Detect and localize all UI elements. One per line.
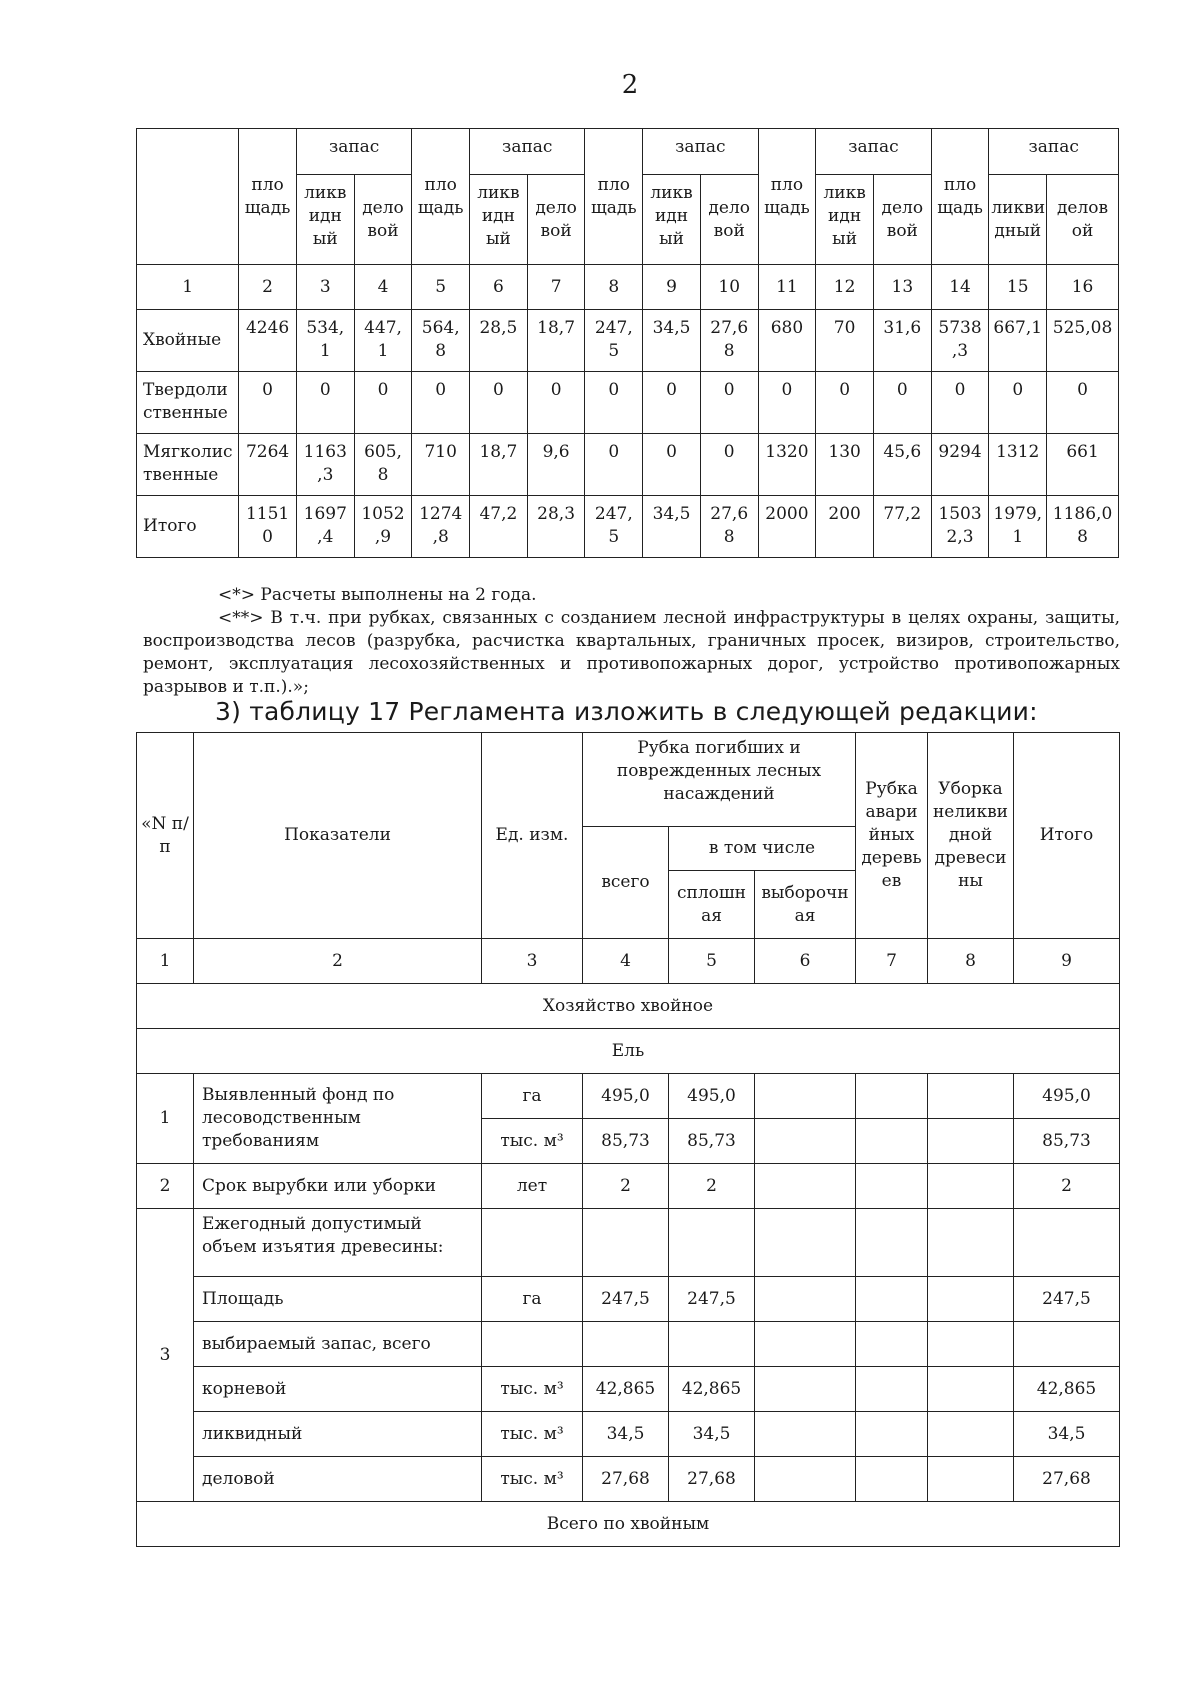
table-cell: 0 bbox=[643, 434, 701, 496]
column-number: 8 bbox=[585, 265, 643, 310]
table-cell: 1979, 1 bbox=[989, 496, 1047, 558]
empty-cell bbox=[928, 1367, 1014, 1412]
value-total: 2 bbox=[1014, 1164, 1120, 1209]
table-row bbox=[137, 1412, 1120, 1457]
column-number: 11 bbox=[758, 265, 816, 310]
row-label: выбираемый запас, всего bbox=[194, 1322, 482, 1367]
table-cell: 34,5 bbox=[643, 496, 701, 558]
empty-cell bbox=[755, 1119, 856, 1164]
table-cell: 1697 ,4 bbox=[296, 496, 354, 558]
column-number: 15 bbox=[989, 265, 1047, 310]
header-selective-cut: выборочн ая bbox=[755, 871, 856, 939]
table-cell: 0 bbox=[354, 372, 412, 434]
column-number: 2 bbox=[194, 939, 482, 984]
empty-cell bbox=[856, 1277, 928, 1322]
empty-cell bbox=[856, 1457, 928, 1502]
table-cell: 0 bbox=[239, 372, 297, 434]
value-all: 27,68 bbox=[583, 1457, 669, 1502]
table-cell: 0 bbox=[1047, 372, 1119, 434]
unit-cell: лет bbox=[482, 1164, 583, 1209]
table-cell: 27,6 8 bbox=[700, 310, 758, 372]
header-business: делов ой bbox=[1047, 175, 1119, 265]
table-cell: 247, 5 bbox=[585, 310, 643, 372]
empty-cell bbox=[755, 1322, 856, 1367]
table-row bbox=[137, 372, 1119, 434]
page-number: 2 bbox=[621, 70, 639, 100]
row-number: 2 bbox=[137, 1164, 194, 1209]
row-label: Мягколис твенные bbox=[137, 434, 239, 496]
empty-cell bbox=[583, 1209, 669, 1277]
column-number: 4 bbox=[354, 265, 412, 310]
column-number: 3 bbox=[296, 265, 354, 310]
table-cell: 0 bbox=[296, 372, 354, 434]
empty-cell bbox=[928, 1119, 1014, 1164]
header-including: в том числе bbox=[669, 827, 856, 871]
column-number: 5 bbox=[412, 265, 470, 310]
header-liquid: ликв идн ый bbox=[470, 175, 528, 265]
header-dead-stands: Рубка погибших и поврежденных лесных насаждений bbox=[583, 733, 856, 827]
column-number: 4 bbox=[583, 939, 669, 984]
column-number: 13 bbox=[873, 265, 931, 310]
header-stock: запас bbox=[470, 129, 585, 175]
unit-cell: га bbox=[482, 1074, 583, 1119]
unit-cell: тыс. м³ bbox=[482, 1412, 583, 1457]
forest-stock-table bbox=[136, 128, 1119, 558]
header-area: пло щадь bbox=[239, 129, 297, 265]
row-label: Площадь bbox=[194, 1277, 482, 1322]
row-label: Ежегодный допустимый объем изъятия древесины: bbox=[194, 1209, 482, 1277]
table-cell: 0 bbox=[700, 372, 758, 434]
table-cell: 0 bbox=[873, 372, 931, 434]
table-cell: 710 bbox=[412, 434, 470, 496]
table-cell: 534, 1 bbox=[296, 310, 354, 372]
table-cell: 200 bbox=[816, 496, 874, 558]
value-total: 42,865 bbox=[1014, 1367, 1120, 1412]
table-cell: 28,5 bbox=[470, 310, 528, 372]
unit-cell: тыс. м³ bbox=[482, 1367, 583, 1412]
empty-cell bbox=[856, 1367, 928, 1412]
table-row bbox=[137, 1164, 1120, 1209]
header-business: дело вой bbox=[873, 175, 931, 265]
table-row bbox=[137, 1209, 1120, 1277]
table-cell: 0 bbox=[585, 372, 643, 434]
value-clear-cut: 247,5 bbox=[669, 1277, 755, 1322]
table-cell: 4246 bbox=[239, 310, 297, 372]
header-stock: запас bbox=[989, 129, 1119, 175]
unit-cell: тыс. м³ bbox=[482, 1457, 583, 1502]
value-clear-cut: 42,865 bbox=[669, 1367, 755, 1412]
table-cell: 1320 bbox=[758, 434, 816, 496]
header-area: пло щадь bbox=[931, 129, 989, 265]
value-all: 2 bbox=[583, 1164, 669, 1209]
empty-cell bbox=[928, 1412, 1014, 1457]
row-label: Выявленный фонд по лесоводственным требованиям bbox=[194, 1074, 482, 1164]
column-number: 3 bbox=[482, 939, 583, 984]
column-number: 6 bbox=[755, 939, 856, 984]
value-total: 34,5 bbox=[1014, 1412, 1120, 1457]
empty-cell bbox=[928, 1457, 1014, 1502]
footnotes bbox=[143, 584, 1120, 699]
empty-cell bbox=[1014, 1322, 1120, 1367]
empty-cell bbox=[755, 1164, 856, 1209]
header-stock: запас bbox=[296, 129, 411, 175]
section-row: Ель bbox=[137, 1029, 1120, 1074]
header-area: пло щадь bbox=[412, 129, 470, 265]
value-clear-cut: 2 bbox=[669, 1164, 755, 1209]
column-number: 9 bbox=[1014, 939, 1120, 984]
empty-cell bbox=[755, 1277, 856, 1322]
empty-cell bbox=[928, 1164, 1014, 1209]
empty-cell bbox=[928, 1209, 1014, 1277]
table-cell: 0 bbox=[585, 434, 643, 496]
table-row bbox=[137, 1277, 1120, 1322]
footnote-1: <*> Расчеты выполнены на 2 года. bbox=[218, 585, 537, 605]
table-cell: 27,6 8 bbox=[700, 496, 758, 558]
table-row bbox=[137, 1457, 1120, 1502]
header-total: Итого bbox=[1014, 733, 1120, 939]
table-cell: 1052 ,9 bbox=[354, 496, 412, 558]
value-all: 34,5 bbox=[583, 1412, 669, 1457]
empty-cell bbox=[856, 1412, 928, 1457]
table-cell: 18,7 bbox=[470, 434, 528, 496]
table-cell: 1186,0 8 bbox=[1047, 496, 1119, 558]
header-liquid: ликв идн ый bbox=[296, 175, 354, 265]
table-row bbox=[137, 434, 1119, 496]
table-cell: 9294 bbox=[931, 434, 989, 496]
table-cell: 0 bbox=[643, 372, 701, 434]
column-number: 10 bbox=[700, 265, 758, 310]
table-cell: 9,6 bbox=[527, 434, 585, 496]
header-nonliquid-cleanup: Уборка неликви дной древеси ны bbox=[928, 733, 1014, 939]
header-area: пло щадь bbox=[758, 129, 816, 265]
empty-cell bbox=[669, 1209, 755, 1277]
row-label: ликвидный bbox=[194, 1412, 482, 1457]
empty-cell bbox=[583, 1322, 669, 1367]
table-cell: 130 bbox=[816, 434, 874, 496]
value-all: 247,5 bbox=[583, 1277, 669, 1322]
table-cell: 1274 ,8 bbox=[412, 496, 470, 558]
value-clear-cut: 85,73 bbox=[669, 1119, 755, 1164]
table-cell: 661 bbox=[1047, 434, 1119, 496]
section-row: Всего по хвойным bbox=[137, 1502, 1120, 1547]
value-total: 85,73 bbox=[1014, 1119, 1120, 1164]
table-cell: 0 bbox=[758, 372, 816, 434]
empty-cell bbox=[482, 1322, 583, 1367]
column-number: 12 bbox=[816, 265, 874, 310]
table-cell: 247, 5 bbox=[585, 496, 643, 558]
table-row bbox=[137, 1367, 1120, 1412]
table-cell: 0 bbox=[527, 372, 585, 434]
header-area: пло щадь bbox=[585, 129, 643, 265]
header-liquid: ликв идн ый bbox=[816, 175, 874, 265]
table-cell: 45,6 bbox=[873, 434, 931, 496]
empty-cell bbox=[856, 1209, 928, 1277]
table-row bbox=[137, 1074, 1120, 1119]
header-unit: Ед. изм. bbox=[482, 733, 583, 939]
table-cell: 0 bbox=[470, 372, 528, 434]
table-cell: 1151 0 bbox=[239, 496, 297, 558]
footnote-2: <**> В т.ч. при рубках, связанных с созданием лесной инфраструктуры в целях охраны, защиты, воспроизводства лесов (разрубка, расчистка квартальных, граничных просек, визиров, строительство, ремонт, эксплуатация лесохозяйственных и противопожарных дорог, устройство противопожарных разрывов и т.п.).»; bbox=[143, 608, 1120, 697]
value-total: 247,5 bbox=[1014, 1277, 1120, 1322]
column-number: 7 bbox=[527, 265, 585, 310]
table-cell: 447, 1 bbox=[354, 310, 412, 372]
row-label: Итого bbox=[137, 496, 239, 558]
empty-cell bbox=[755, 1367, 856, 1412]
table-cell: 7264 bbox=[239, 434, 297, 496]
row-number: 3 bbox=[137, 1209, 194, 1502]
table-cell: 1163 ,3 bbox=[296, 434, 354, 496]
header-stock: запас bbox=[816, 129, 931, 175]
table-cell: 28,3 bbox=[527, 496, 585, 558]
column-number: 8 bbox=[928, 939, 1014, 984]
empty-cell bbox=[755, 1074, 856, 1119]
table-cell: 18,7 bbox=[527, 310, 585, 372]
table-cell: 0 bbox=[989, 372, 1047, 434]
column-number: 1 bbox=[137, 939, 194, 984]
table-cell: 5738 ,3 bbox=[931, 310, 989, 372]
table-cell: 605, 8 bbox=[354, 434, 412, 496]
table-row bbox=[137, 310, 1119, 372]
value-total: 27,68 bbox=[1014, 1457, 1120, 1502]
column-number: 7 bbox=[856, 939, 928, 984]
value-clear-cut: 34,5 bbox=[669, 1412, 755, 1457]
value-all: 85,73 bbox=[583, 1119, 669, 1164]
column-number: 16 bbox=[1047, 265, 1119, 310]
empty-cell bbox=[482, 1209, 583, 1277]
header-business: дело вой bbox=[354, 175, 412, 265]
value-total: 495,0 bbox=[1014, 1074, 1120, 1119]
row-label: Твердоли ственные bbox=[137, 372, 239, 434]
empty-cell bbox=[856, 1119, 928, 1164]
column-number: 5 bbox=[669, 939, 755, 984]
value-all: 495,0 bbox=[583, 1074, 669, 1119]
header-business: дело вой bbox=[700, 175, 758, 265]
value-clear-cut: 27,68 bbox=[669, 1457, 755, 1502]
table-cell: 525,08 bbox=[1047, 310, 1119, 372]
column-number: 1 bbox=[137, 265, 239, 310]
empty-cell bbox=[1014, 1209, 1120, 1277]
table-cell: 680 bbox=[758, 310, 816, 372]
corner-cell bbox=[137, 129, 239, 265]
empty-cell bbox=[755, 1412, 856, 1457]
table-cell: 667,1 bbox=[989, 310, 1047, 372]
empty-cell bbox=[928, 1322, 1014, 1367]
column-number: 2 bbox=[239, 265, 297, 310]
empty-cell bbox=[755, 1457, 856, 1502]
section-row: Хозяйство хвойное bbox=[137, 984, 1120, 1029]
value-all: 42,865 bbox=[583, 1367, 669, 1412]
empty-cell bbox=[928, 1074, 1014, 1119]
table-cell: 0 bbox=[816, 372, 874, 434]
value-clear-cut: 495,0 bbox=[669, 1074, 755, 1119]
table-cell: 70 bbox=[816, 310, 874, 372]
header-emergency-trees: Рубка авари йных деревь ев bbox=[856, 733, 928, 939]
empty-cell bbox=[928, 1277, 1014, 1322]
row-number: 1 bbox=[137, 1074, 194, 1164]
table-cell: 0 bbox=[700, 434, 758, 496]
unit-cell: га bbox=[482, 1277, 583, 1322]
table-cell: 34,5 bbox=[643, 310, 701, 372]
header-liquid: ликв идн ый bbox=[643, 175, 701, 265]
section-heading: 3) таблицу 17 Регламента изложить в следующей редакции: bbox=[215, 697, 1038, 726]
column-number: 9 bbox=[643, 265, 701, 310]
empty-cell bbox=[755, 1209, 856, 1277]
header-liquid: ликви дный bbox=[989, 175, 1047, 265]
empty-cell bbox=[856, 1322, 928, 1367]
table-cell: 1503 2,3 bbox=[931, 496, 989, 558]
header-business: дело вой bbox=[527, 175, 585, 265]
empty-cell bbox=[669, 1322, 755, 1367]
regulation-table-17 bbox=[136, 732, 1120, 1547]
header-number: «N п/п bbox=[137, 733, 194, 939]
unit-cell: тыс. м³ bbox=[482, 1119, 583, 1164]
row-label: корневой bbox=[194, 1367, 482, 1412]
table-cell: 77,2 bbox=[873, 496, 931, 558]
header-all: всего bbox=[583, 827, 669, 939]
table-cell: 0 bbox=[412, 372, 470, 434]
table-cell: 1312 bbox=[989, 434, 1047, 496]
table-row bbox=[137, 1322, 1120, 1367]
header-indicators: Показатели bbox=[194, 733, 482, 939]
table-cell: 31,6 bbox=[873, 310, 931, 372]
table-cell: 0 bbox=[931, 372, 989, 434]
empty-cell bbox=[856, 1074, 928, 1119]
empty-cell bbox=[856, 1164, 928, 1209]
header-clear-cut: сплошн ая bbox=[669, 871, 755, 939]
header-stock: запас bbox=[643, 129, 758, 175]
table-cell: 47,2 bbox=[470, 496, 528, 558]
column-number: 6 bbox=[470, 265, 528, 310]
row-label: деловой bbox=[194, 1457, 482, 1502]
table-row bbox=[137, 496, 1119, 558]
column-number: 14 bbox=[931, 265, 989, 310]
row-label: Хвойные bbox=[137, 310, 239, 372]
row-label: Срок вырубки или уборки bbox=[194, 1164, 482, 1209]
table-cell: 564, 8 bbox=[412, 310, 470, 372]
table-cell: 2000 bbox=[758, 496, 816, 558]
